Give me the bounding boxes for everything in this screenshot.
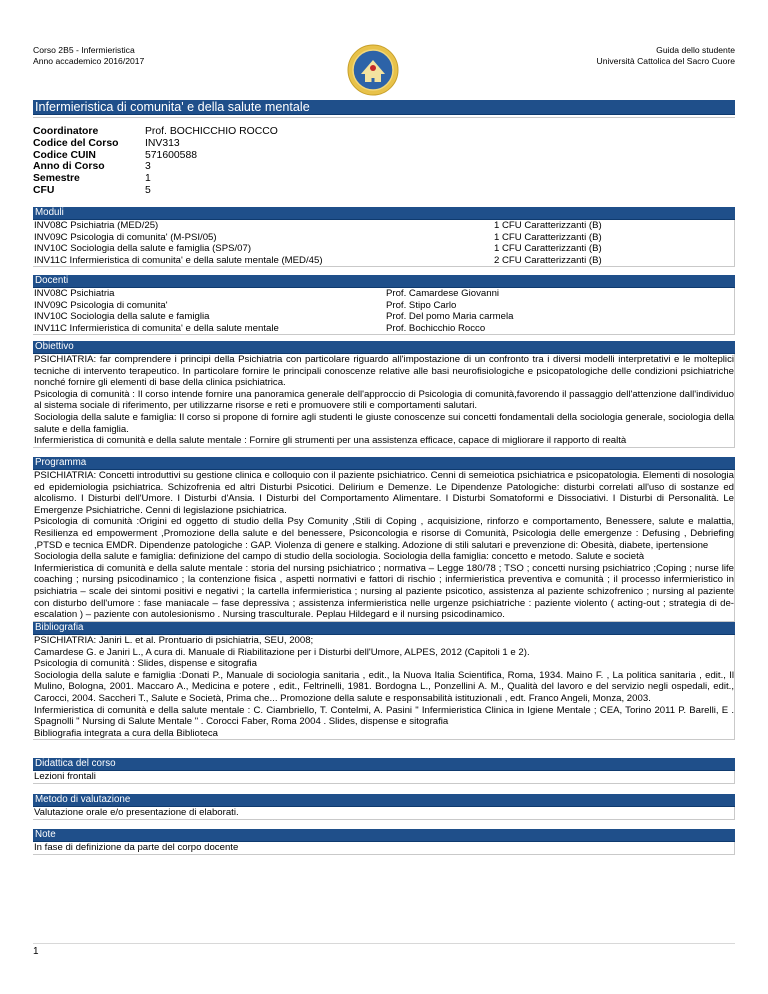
section-heading: Docenti [33,275,735,288]
section-heading: Metodo di valutazione [33,794,735,807]
teacher-name: Prof. Del pomo Maria carmela [386,311,514,323]
academic-year-line: Anno accademico 2016/2017 [33,56,145,66]
university-seal-icon [347,44,399,96]
teacher-module: INV11C Infermieristica di comunita' e della salute mentale [34,322,279,334]
paragraph: PSICHIATRIA: Concetti introduttivi su gestione clinica e colloquio con il paziente psichiatrico. Cenni di semeiotica psichiatrica e psicopatologia. Elementi di nosologia ed epidemiologia psichiatrica. Schizofrenia ed altri Disturbi Psicotici. Delirium e Demenze. Le Dipendenze Patologiche: disturbi correlati all'uso di sostanze ed alcolismo. I Disturbi dell'Umore. I Disturbi d'Ansia. I Disturbi del Comportamento Alimentare. I Disturbi Somatoformi e Dissociativi. I Disturbi di Personalità. Le Emergenze Psichiatriche. Cenni di legislazione psichiatrica. [34,470,734,516]
info-label: Codice del Corso [33,137,119,149]
info-row [33,150,278,162]
paragraph: PSICHIATRIA: far comprendere i principi della Psichiatria con particolare riguardo all'impostazione di un confronto tra i diversi modelli interpretativi e le molteplici tecniche di intervento terapeutico. In particolare fornire le principali conoscenze relative alle basi neurofisiologiche e psicopatologiche delle condizioni psichiatriche nonché fornire gli elementi di base della clinica psichiatrica. [34,354,734,389]
university-line: Università Cattolica del Sacro Cuore [596,56,735,66]
teacher-name: Prof. Bochicchio Rocco [386,322,486,334]
info-value: 3 [145,161,151,173]
section-note [33,829,735,855]
info-value: INV313 [145,137,180,149]
paragraph: Sociologia della salute e famiglia: definizione del campo di studio della sociologia. Sociologia della famiglia: concetto e metodo. Salute e società [34,551,645,563]
course-info [33,126,278,197]
paragraph: Psicologia di comunità : Il corso intende fornire una panoramica generale dell'approccio di Psicologia di comunità,favorendo il passaggio dell'attenzione dall'individuo al sistema sociale di riferimento, per utilizzarne risorse e reti e promuovere stili e comportamenti salutari. [34,388,734,412]
info-label: Anno di Corso [33,161,105,173]
module-cfu: 1 CFU Caratterizzanti (B) [494,220,602,231]
paragraph: Infermieristica di comunità e della salute mentale : C. Ciambriello, T. Contelmi, A. Pasini " Infermieristica Clinica in Igiene Mentale ; CEA, Torino 2011 P. Barelli, E . Spagnolli " Nursing di Salute Mentale " . Corocci Faber, Roma 2004 . Slides, dispense e sitografia [34,704,734,728]
teacher-module: INV09C Psicologia di comunita' [34,299,168,311]
paragraph: Psicologia di comunità : Slides, dispense e sitografia [34,658,257,670]
section-valutazione [33,794,735,820]
course-title: Infermieristica di comunita' e della salute mentale [33,100,735,115]
section-obiettivo [33,341,735,448]
module-row [34,220,734,232]
teacher-row [34,323,734,335]
module-row [34,232,734,244]
section-docenti [33,275,735,335]
paragraph: Psicologia di comunità :Origini ed oggetto di studio della Psy Comunity ,Stili di Coping , acquisizione, rinforzo e comportamento, Benessere, salute e malattia, Resilienza ed empowerment ,Promozione della salute e del benessere, Psiconcologia e risorse di Comunità, Psicologia delle emergenze : Defusing , Debriefing ,PTSD e tecnica EMDR. Dipendenze patologiche : GAP. Violenza di genere e stalking. Adozione di stili salutari e prevenzione di: Obesità, diabete, ipertensione [34,516,734,551]
footer-divider [33,943,735,944]
module-row [34,243,734,255]
section-heading: Bibliografia [33,622,735,635]
paragraph: Sociologia della salute e famiglia :Donati P., Manuale di sociologia sanitaria , edit., la Nuova Italia Scientifica, Roma, 1934. Maino F. , La politica sanitaria , edit., Il Mulino, Bologna, 2001. Maccaro A., Medicina e potere , edit., Feltrinelli, 1981. Bordogna L., Ponzellini A. M., Qualità del lavoro e del servizio negli ospedali, edit., Carocci, 2004. Saccheri T., Salute e Società, Prima che... Promozione della salute e responsabilità istituzionali , edt. Franco Angeli, Monza, 2003. [34,669,734,704]
paragraph: Camardese G. e Janiri L., A cura di. Manuale di Riabilitazione per i Disturbi dell'Umore, ALPES, 2012 (Capitoli 1 e 2). [34,646,530,658]
section-didattica [33,758,735,784]
info-row [33,173,278,185]
section-bibliografia [33,622,735,740]
section-heading: Obiettivo [33,341,735,354]
module-cfu: 1 CFU Caratterizzanti (B) [494,231,602,243]
section-heading: Moduli [33,207,735,220]
moduli-table [33,220,735,267]
paragraph: Bibliografia integrata a cura della Biblioteca [34,727,218,739]
teacher-row [34,288,734,300]
page-number: 1 [33,946,39,957]
paragraph: Infermieristica di comunità e della salute mentale : storia del nursing psichiatrico ; normativa – Legge 180/78 ; TSO ; concetti nursing psichiatrico ;Coping ; nurse life coaching ; nursing psicodinamico ; la contenzione fisica , aspetti normativi e fattori di rischio ; infermieristica preventiva e comunità ; il processo infermieristico in psichiatria – scale dei sintomi positivi e negativi ; la cartella infermieristica ; nursing al paziente psicotico, assistenza al paziente schizofrenico ; nursing al paziente con disturbo dell'umore : fase maniacale – fase depressiva ; assistenza infermieristica nelle urgenze psichiatriche : paziente violento ( acting-out ; strategia di de-escalation ) – paziente con autolesionismo . Nursing trasculturale. Peplau Hildegard e il nursing psicodinamico. [34,562,734,621]
teacher-module: INV10C Sociologia della salute e famiglia [34,311,210,323]
bibliografia-text [33,635,735,740]
info-row [33,138,278,150]
teacher-row [34,311,734,323]
info-row [33,185,278,197]
info-label: Semestre [33,173,80,185]
info-label: Coordinatore [33,126,99,137]
module-name: INV08C Psichiatria (MED/25) [34,220,159,231]
paragraph: Sociologia della salute e famiglia: Il corso si propone di fornire agli studenti le giuste conoscenze sui concetti fondamentali della sociologia generale, sociologia della salute e della famiglia. [34,411,734,435]
module-name: INV09C Psicologia di comunita' (M-PSI/05) [34,231,217,243]
info-label: Codice CUIN [33,149,96,161]
info-value: 1 [145,173,151,185]
didattica-text: Lezioni frontali [33,771,735,784]
teacher-name: Prof. Camardese Giovanni [386,288,500,299]
module-row [34,255,734,267]
section-heading: Note [33,829,735,842]
info-row [33,126,278,138]
section-heading: Didattica del corso [33,758,735,771]
info-value: 571600588 [145,149,198,161]
valutazione-text: Valutazione orale e/o presentazione di elaborati. [33,807,735,820]
module-cfu: 1 CFU Caratterizzanti (B) [494,243,602,255]
header-right [596,45,735,67]
docenti-table [33,288,735,335]
section-programma [33,457,735,622]
obiettivo-text [33,354,735,448]
title-divider [33,117,735,118]
module-name: INV11C Infermieristica di comunita' e della salute mentale (MED/45) [34,254,323,266]
course-line: Corso 2B5 - Infermieristica [33,45,135,55]
teacher-name: Prof. Stipo Carlo [386,299,457,311]
section-moduli [33,207,735,267]
info-label: CFU [33,184,55,196]
info-row [33,161,278,173]
teacher-module: INV08C Psichiatria [34,288,115,299]
paragraph: PSICHIATRIA: Janiri L. et al. Prontuario di psichiatria, SEU, 2008; [34,635,314,646]
info-value: Prof. BOCHICCHIO ROCCO [145,126,278,137]
info-value: 5 [145,184,151,196]
note-text: In fase di definizione da parte del corpo docente [33,842,735,855]
header-left [33,45,144,67]
teacher-row [34,300,734,312]
programma-text [33,470,735,622]
module-cfu: 2 CFU Caratterizzanti (B) [494,254,602,266]
paragraph: Infermieristica di comunità e della salute mentale : Fornire gli strumenti per una assistenza efficace, capace di migliorare il rapporto di realtà [34,435,627,447]
section-heading: Programma [33,457,735,470]
guide-line: Guida dello studente [656,45,735,55]
module-name: INV10C Sociologia della salute e famiglia (SPS/07) [34,243,252,255]
